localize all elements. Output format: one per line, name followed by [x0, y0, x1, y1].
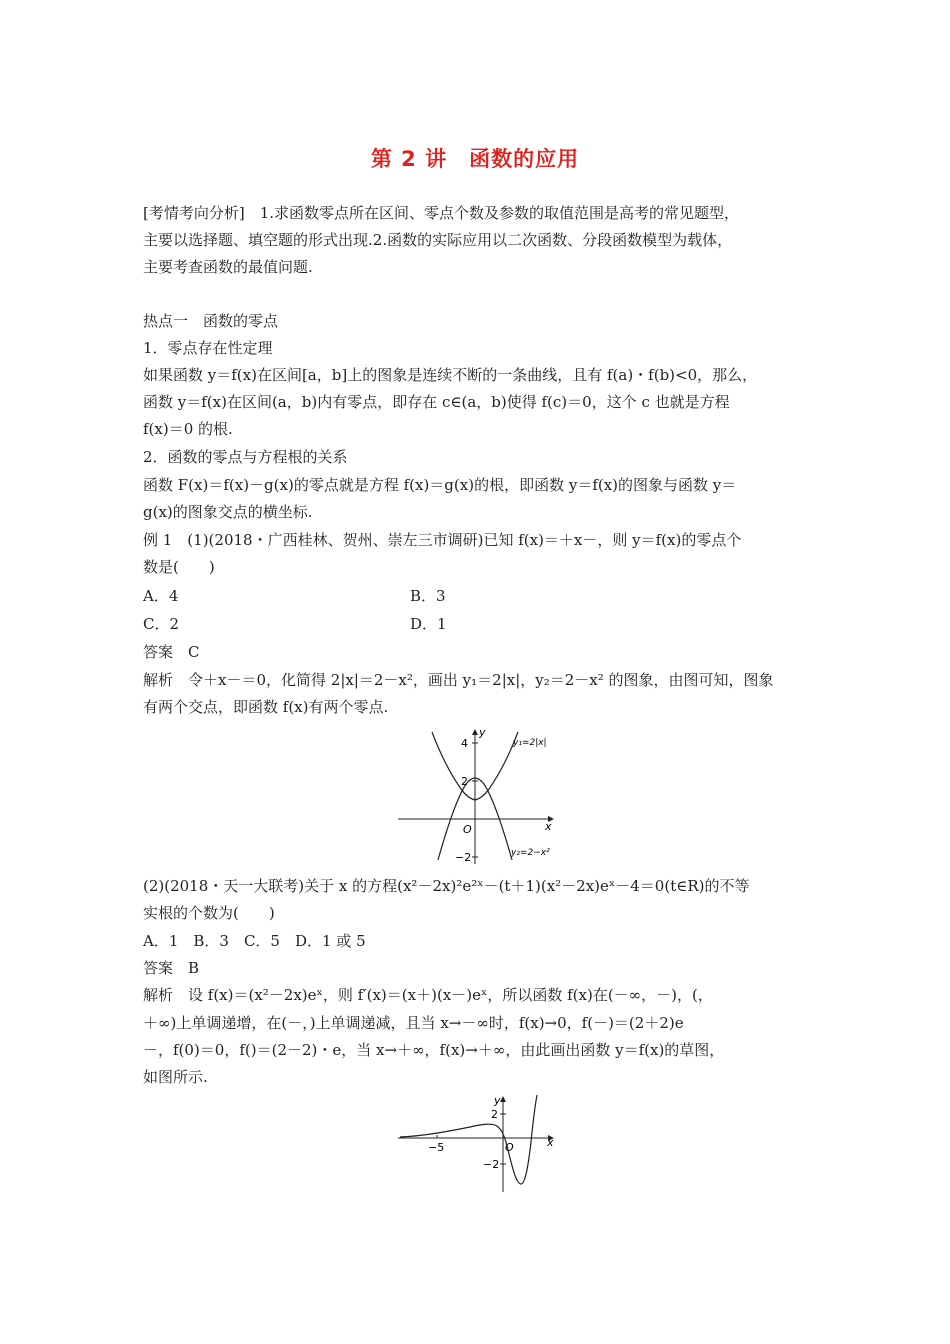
figure-1-label-y1: y₁=2|x| — [513, 738, 547, 748]
figure-2-origin: O — [505, 1141, 514, 1154]
figure-1-origin: O — [463, 823, 472, 836]
intro-line-3: 主要考查函数的最值问题. — [143, 258, 313, 276]
figure-1-x-label: x — [545, 820, 552, 833]
example2-answer: 答案 B — [143, 959, 200, 977]
figure-1-graph — [395, 726, 565, 866]
paragraph-1-line-2: 函数 y＝f(x)在区间(a，b)内有零点，即存在 c∈(a，b)使得 f(c)＝0，这个 c 也就是方程 — [143, 393, 730, 411]
figure-1-label-y2: y₂=2−x² — [511, 848, 550, 858]
example2-analysis-line-2: ＋∞)上单调递增，在(－，)上单调递减，且当 x→－∞时，f(x)→0，f(－)＝(2＋2)e — [143, 1014, 684, 1032]
example1-answer: 答案 C — [143, 643, 200, 661]
figure-2-tick-neg5: −5 — [428, 1141, 445, 1154]
figure-2-tick-neg2: −2 — [483, 1158, 500, 1171]
figure-2-graph — [395, 1094, 565, 1194]
title-topic: 函数的应用 — [469, 147, 580, 171]
example2-analysis-line-3: －，f(0)＝0，f()＝(2－2)・e，当 x→＋∞，f(x)→＋∞，由此画出函数 y＝f(x)的草图， — [143, 1041, 725, 1059]
page-title — [0, 143, 950, 173]
section-heading: 热点一 函数的零点 — [143, 312, 279, 330]
example1-question-line-1: 例 1 (1)(2018・广西桂林、贺州、崇左三市调研)已知 f(x)＝＋x－，则 y＝f(x)的零点个 — [143, 531, 742, 549]
paragraph-1-line-3: f(x)＝0 的根. — [143, 420, 233, 438]
figure-1-tick-2: 2 — [461, 775, 468, 788]
example1-option-c: C．2 — [143, 615, 180, 633]
example1-analysis-line-1: 解析 令＋x－＝0，化简得 2|x|＝2－x²，画出 y₁＝2|x|，y₂＝2－x² 的图象，由图可知，图象 — [143, 671, 774, 689]
figure-1-tick-neg2: −2 — [455, 851, 472, 864]
example2-question-line-2: 实根的个数为( ) — [143, 904, 275, 922]
intro-line-1: [考情考向分析] 1.求函数零点所在区间、零点个数及参数的取值范围是高考的常见题型， — [143, 204, 740, 222]
figure-2-y-label: y — [494, 1094, 501, 1107]
example2-analysis-line-4: 如图所示. — [143, 1068, 208, 1086]
example2-question-line-1: (2)(2018・天一大联考)关于 x 的方程(x²－2x)²e²ˣ－(t＋1)(x²－2x)eˣ－4＝0(t∈R)的不等 — [143, 877, 750, 895]
paragraph-1-line-1: 如果函数 y＝f(x)在区间[a，b]上的图象是连续不断的一条曲线，且有 f(a)・f(b)<0，那么， — [143, 366, 758, 384]
figure-1-tick-4: 4 — [461, 737, 468, 750]
curve-f-of-x — [400, 1095, 537, 1184]
example1-option-d: D．1 — [410, 615, 447, 633]
example2-options: A．1 B．3 C．5 D．1 或 5 — [143, 932, 366, 950]
title-lecture-number: 第 2 讲 — [370, 147, 448, 171]
paragraph-2-line-1: 函数 F(x)＝f(x)－g(x)的零点就是方程 f(x)＝g(x)的根，即函数 y＝f(x)的图象与函数 y＝ — [143, 476, 737, 494]
figure-2-tick-2: 2 — [491, 1108, 498, 1121]
subheading-2: 2．函数的零点与方程根的关系 — [143, 448, 348, 466]
example1-option-a: A．4 — [143, 587, 179, 605]
example1-analysis-line-2: 有两个交点，即函数 f(x)有两个零点. — [143, 698, 389, 716]
figure-1-y-label: y — [479, 726, 486, 739]
example1-option-b: B．3 — [410, 587, 446, 605]
example1-question-line-2: 数是( ) — [143, 558, 215, 576]
figure-2-x-label: x — [547, 1136, 554, 1149]
subheading-1: 1．零点存在性定理 — [143, 339, 273, 357]
paragraph-2-line-2: g(x)的图象交点的横坐标. — [143, 503, 313, 521]
example2-analysis-line-1: 解析 设 f(x)＝(x²－2x)eˣ，则 f′(x)＝(x＋)(x－)eˣ，所以函数 f(x)在(－∞，－)，(， — [143, 986, 713, 1004]
intro-line-2: 主要以选择题、填空题的形式出现.2.函数的实际应用以二次函数、分段函数模型为载体， — [143, 231, 733, 249]
